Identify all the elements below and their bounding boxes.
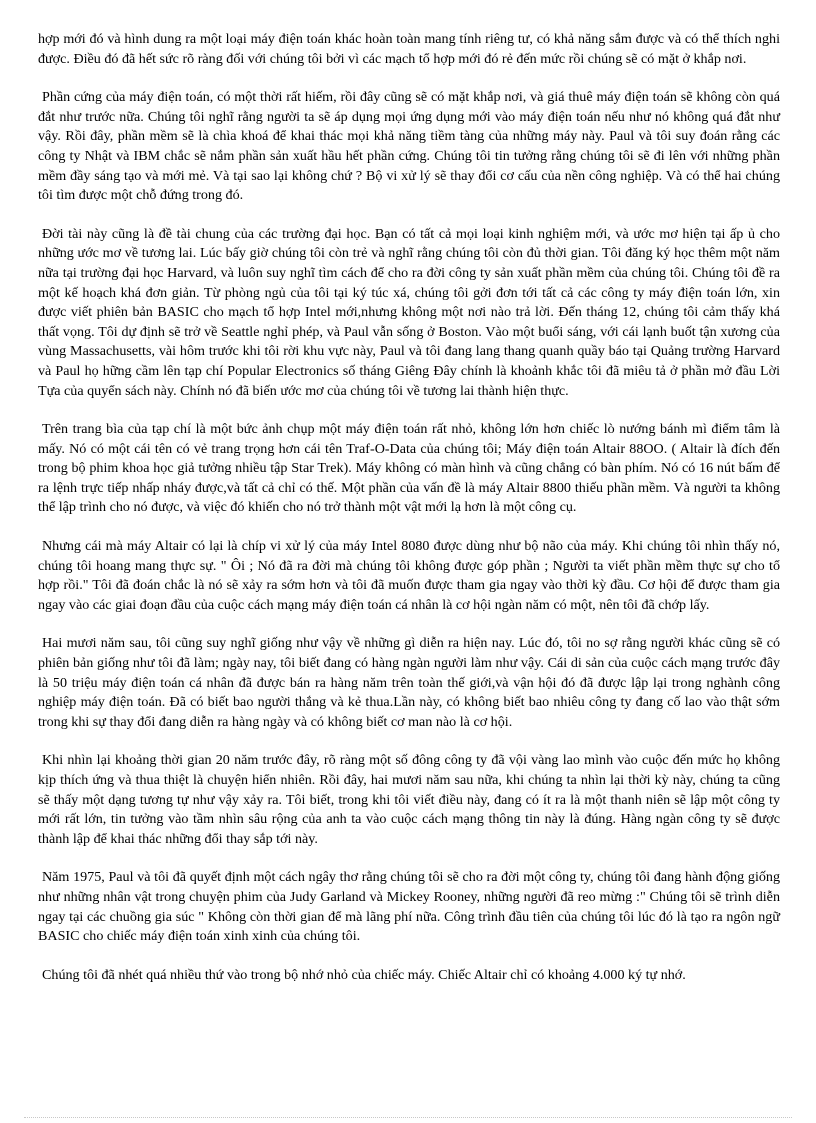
paragraph-8: Năm 1975, Paul và tôi đã quyết định một cách ngây thơ rằng chúng tôi sẽ cho ra đời một công ty, chúng tôi đang hành động giống như những nhân vật trong chuyện phim của Judy Garland và Mickey Rooney, những người đã reo mừng :" Chúng tôi sẽ trình diễn ngay tại các chuồng gia súc " Không còn thời gian để mà lãng phí nữa. Công trình đầu tiên của chúng tôi lúc đó là tạo ra ngôn ngữ BASIC cho chiếc máy điện toán xinh xinh của chúng tôi.: [38, 869, 780, 945]
page-bottom-divider: [24, 1117, 792, 1118]
paragraph-4: Trên trang bìa của tạp chí là một bức ảnh chụp một máy điện toán rất nhỏ, không lớn hơn chiếc lò nướng bánh mì điểm tâm là mấy. Nó có một cái tên có vẻ trang trọng hơn cái tên Traf-O-Data của chúng tôi; Máy điện toán Altair 88OO. ( Altair là đích đến trong bộ phim khoa học giả tưởng nhiều tập Star Trek). Máy không có màn hình và cũng chẳng có bàn phím. Nó có 16 nút bấm để ra lệnh trực tiếp nhấp nháy được,và tất cả chỉ có thế. Một phần của vấn đề là máy Altair 8800 thiếu phần mềm. Và người ta không thể lập trình cho nó được, và việc đó khiến cho nó trở thành một vật mới lạ hơn là một công cụ.: [38, 421, 780, 516]
paragraph-2: Phần cứng của máy điện toán, có một thời rất hiếm, rồi đây cũng sẽ có mặt khắp nơi, và giá thuê máy điện toán sẽ không còn quá đắt như trước nữa. Chúng tôi nghĩ rằng người ta sẽ áp dụng mọi ứng dụng mới vào máy điện toán nếu như nó không quá đắt như vậy. Rồi đây, phần mềm sẽ là chìa khoá để khai thác mọi khả năng tiềm tàng của những máy này. Paul và tôi suy đoán rằng các công ty Nhật và IBM chắc sẽ nắm phần sản xuất hầu hết phần cứng. Chúng tôi tin tưởng rằng chúng tôi sẽ đi lên với những phần mềm đầy sáng tạo và mới mẻ. Và tại sao lại không chứ ? Bộ vi xử lý sẽ thay đổi cơ cấu của nền công nghiệp. Và có thể hai chúng tôi tìm được một chỗ đứng trong đó.: [38, 89, 780, 204]
paragraph-5: Nhưng cái mà máy Altair có lại là chíp vi xử lý của máy Intel 8080 được dùng như bộ não của máy. Khi chúng tôi nhìn thấy nó, chúng tôi hoang mang thực sự. " Ôi ; Nó đã ra đời mà chúng tôi không được góp phần ; Người ta viết phần mềm thực sự cho tổ hợp rồi." Tôi đã đoán chắc là nó sẽ xảy ra sớm hơn và tôi đã muốn được tham gia ngay vào thời kỳ đầu. Cơ hội để được tham gia ngay vào các giai đoạn đầu của cuộc cách mạng máy điện toán cá nhân là cơ hội ngàn năm có một, nên tôi đã chớp lấy.: [38, 538, 780, 613]
paragraph-9: Chúng tôi đã nhét quá nhiều thứ vào trong bộ nhớ nhỏ của chiếc máy. Chiếc Altair chỉ có khoảng 4.000 ký tự nhớ.: [42, 966, 686, 983]
paragraph-6: Hai mươi năm sau, tôi cũng suy nghĩ giống như vậy về những gì diễn ra hiện nay. Lúc đó, tôi no sợ rằng người khác cũng sẽ có phiên bản giống như tôi đã làm; ngày nay, tôi biết đang có hàng ngàn người làm như vậy. Cái di sản của cuộc cách mạng trước đây là 50 triệu máy điện toán cá nhân đã được bán ra hàng năm trên toàn thế giới,và vận hội đó đã được lập lại trong nghành công nghiệp máy điện toán. Đã có biết bao người thắng và kẻ thua.Lần này, có không biết bao nhiêu công ty đang cố lao vào thật sớm trong khi sự thay đổi đang diễn ra hàng ngày và có không biết cơ man nào là cơ hội.: [38, 635, 780, 730]
paragraph-1: hợp mới đó và hình dung ra một loại máy điện toán khác hoàn toàn mang tính riêng tư, có khả năng sắm được và có thể thích nghi được. Điều đó đã hết sức rõ ràng đối với chúng tôi bởi vì các mạch tổ hợp mới đó rẻ đến mức rồi chúng sẽ có mặt ở khắp nơi.: [38, 31, 780, 67]
paragraph-7: Khi nhìn lại khoảng thời gian 20 năm trước đây, rõ ràng một số đông công ty đã vội vàng lao mình vào cuộc đến mức họ không kịp thích ứng và thua thiệt là chuyện hiển nhiên. Rồi đây, hai mươi năm sau nữa, khi chúng ta nhìn lại thời kỳ này, chúng ta cũng sẽ thấy một dạng tương tự như vậy xảy ra. Tôi biết, trong khi tôi viết điều này, đang có ít ra là một thanh niên sẽ lập một công ty mới rất lớn, tin tưởng vào tầm nhìn sâu rộng của anh ta vào cuộc cách mạng thông tin này là đúng. Hàng ngàn công ty sẽ được thành lập để khai thác những đổi thay sắp tới này.: [38, 752, 780, 847]
paragraph-3: Đời tài này cũng là đề tài chung của các trường đại học. Bạn có tất cả mọi loại kinh nghiệm mới, và ước mơ hiện tại ấp ủ cho những ước mơ về tương lai. Lúc bấy giờ chúng tôi còn trẻ và nghĩ rằng chúng tôi còn đủ thời gian. Tôi đăng ký học thêm một năm nữa tại trường đại học Harvard, và luôn suy nghĩ tìm cách để cho ra đời công ty sản xuất phần mềm của chúng tôi. Chúng tôi đề ra một kế hoạch khá đơn giản. Từ phòng ngủ của tôi tại ký túc xá, chúng tôi gởi đơn tới tất cả các công ty máy điện toán lớn, xin được viết phiên bản BASIC cho mạch tổ hợp Intel mới,nhưng không một nơi nào trả lời. Đến tháng 12, chúng tôi cảm thấy khá thất vọng. Tôi dự định sẽ trở về Seattle nghỉ phép, và Paul vẫn sống ở Boston. Vào một buổi sáng, với cái lạnh buốt tận xương của vùng Massachusetts, vài hôm trước khi tôi rời khu vực này, Paul và tôi đang lang thang quanh quầy báo tại Quảng trường Harvard và Paul họ hững cầm lên tạp chí Popular Electronics số tháng Giêng Đây chính là khoảnh khắc tôi đã miêu tả ở phần mở đầu Lời Tựa của quyển sách này. Chính nó đã biến ước mơ của chúng tôi về tương lai thành hiện thực.: [38, 225, 780, 399]
